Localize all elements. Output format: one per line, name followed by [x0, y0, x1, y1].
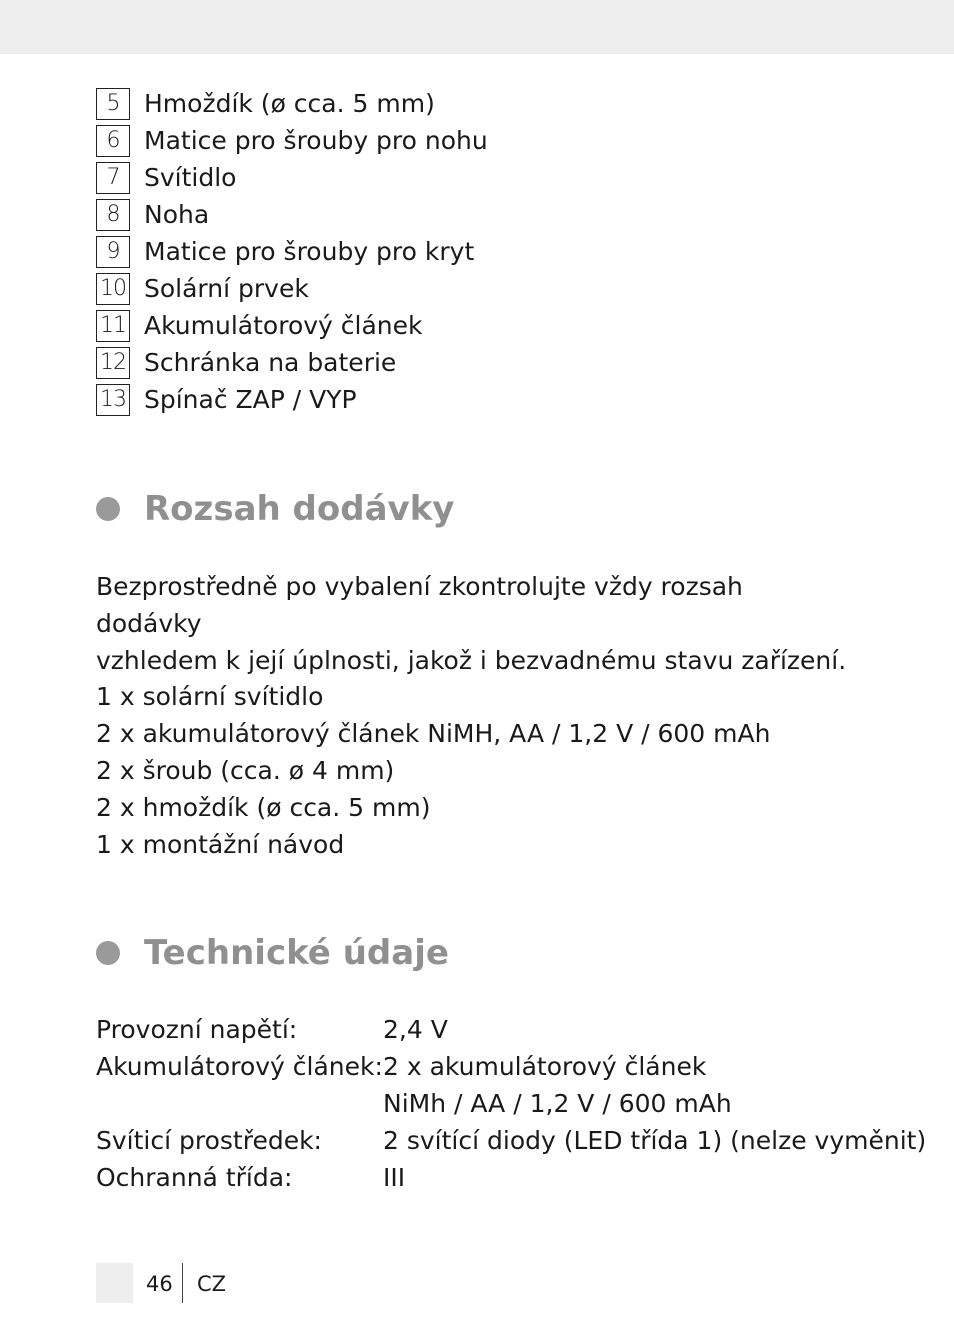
spec-label: Svíticí prostředek: — [96, 1126, 322, 1155]
tech-title: Technické údaje — [144, 933, 449, 973]
parts-list-item — [96, 381, 488, 418]
spec-value-group — [383, 1159, 405, 1196]
footer-divider — [182, 1263, 183, 1303]
parts-list-item — [96, 233, 488, 270]
scope-title: Rozsah dodávky — [144, 489, 455, 529]
part-number-box: 7 — [96, 162, 130, 194]
language-code: CZ — [197, 1272, 227, 1296]
footer-marker-box — [96, 1263, 133, 1303]
spec-value: 2 x akumulátorový článek — [383, 1052, 707, 1081]
spec-label: Provozní napětí: — [96, 1015, 298, 1044]
spec-value: III — [383, 1163, 406, 1192]
part-label: Solární prvek — [144, 274, 309, 303]
spec-value-group — [383, 1122, 926, 1159]
spec-row — [96, 1122, 926, 1159]
contents-item: 2 x akumulátorový článek NiMH, AA / 1,2 V / 600 mAh — [96, 719, 771, 748]
scope-intro-line: Bezprostředně po vybalení zkontrolujte vždy rozsah dodávky — [96, 572, 743, 638]
spec-value: NiMh / AA / 1,2 V / 600 mAh — [383, 1089, 732, 1118]
scope-heading — [96, 489, 454, 529]
part-label: Noha — [144, 200, 210, 229]
bullet-dot-icon — [96, 497, 120, 521]
scope-intro — [96, 568, 856, 679]
part-number-box: 5 — [96, 88, 130, 120]
part-label: Spínač ZAP / VYP — [144, 385, 357, 414]
part-label: Matice pro šrouby pro kryt — [144, 237, 475, 266]
contents-item: 2 x hmoždík (ø cca. 5 mm) — [96, 793, 431, 822]
page-number: 46 — [146, 1272, 173, 1296]
bullet-dot-icon — [96, 941, 120, 965]
tech-heading — [96, 933, 449, 973]
spec-row — [96, 1159, 926, 1196]
spec-label: Akumulátorový článek: — [96, 1052, 383, 1081]
tech-specs-table — [96, 1011, 926, 1196]
parts-list-item — [96, 270, 488, 307]
spec-row — [96, 1011, 926, 1048]
parts-list-item — [96, 159, 488, 196]
parts-list-item — [96, 307, 488, 344]
part-number-box: 9 — [96, 236, 130, 268]
part-number-box: 6 — [96, 125, 130, 157]
contents-item: 2 x šroub (cca. ø 4 mm) — [96, 756, 395, 785]
spec-label: Ochranná třída: — [96, 1163, 293, 1192]
part-label: Schránka na baterie — [144, 348, 397, 377]
parts-list-item — [96, 344, 488, 381]
spec-value-group — [383, 1011, 448, 1048]
part-number-box: 13 — [96, 384, 130, 416]
part-number-box: 10 — [96, 273, 130, 305]
spec-value: 2,4 V — [383, 1015, 448, 1044]
part-label: Akumulátorový článek — [144, 311, 423, 340]
parts-list-item — [96, 196, 488, 233]
contents-list — [96, 678, 770, 863]
part-number-box: 8 — [96, 199, 130, 231]
scope-intro-line: vzhledem k její úplnosti, jakož i bezvadnému stavu zařízení. — [96, 646, 847, 675]
part-label: Matice pro šrouby pro nohu — [144, 126, 488, 155]
spec-value: 2 svítící diody (LED třída 1) (nelze vyměnit) — [383, 1126, 927, 1155]
part-label: Svítidlo — [144, 163, 237, 192]
spec-row — [96, 1048, 926, 1122]
page-header-band — [0, 0, 954, 54]
part-label: Hmoždík (ø cca. 5 mm) — [144, 89, 435, 118]
parts-list — [96, 85, 488, 418]
contents-item: 1 x montážní návod — [96, 830, 345, 859]
part-number-box: 12 — [96, 347, 130, 379]
parts-list-item — [96, 122, 488, 159]
part-number-box: 11 — [96, 310, 130, 342]
parts-list-item — [96, 85, 488, 122]
spec-value-group — [383, 1048, 732, 1122]
contents-item: 1 x solární svítidlo — [96, 682, 324, 711]
